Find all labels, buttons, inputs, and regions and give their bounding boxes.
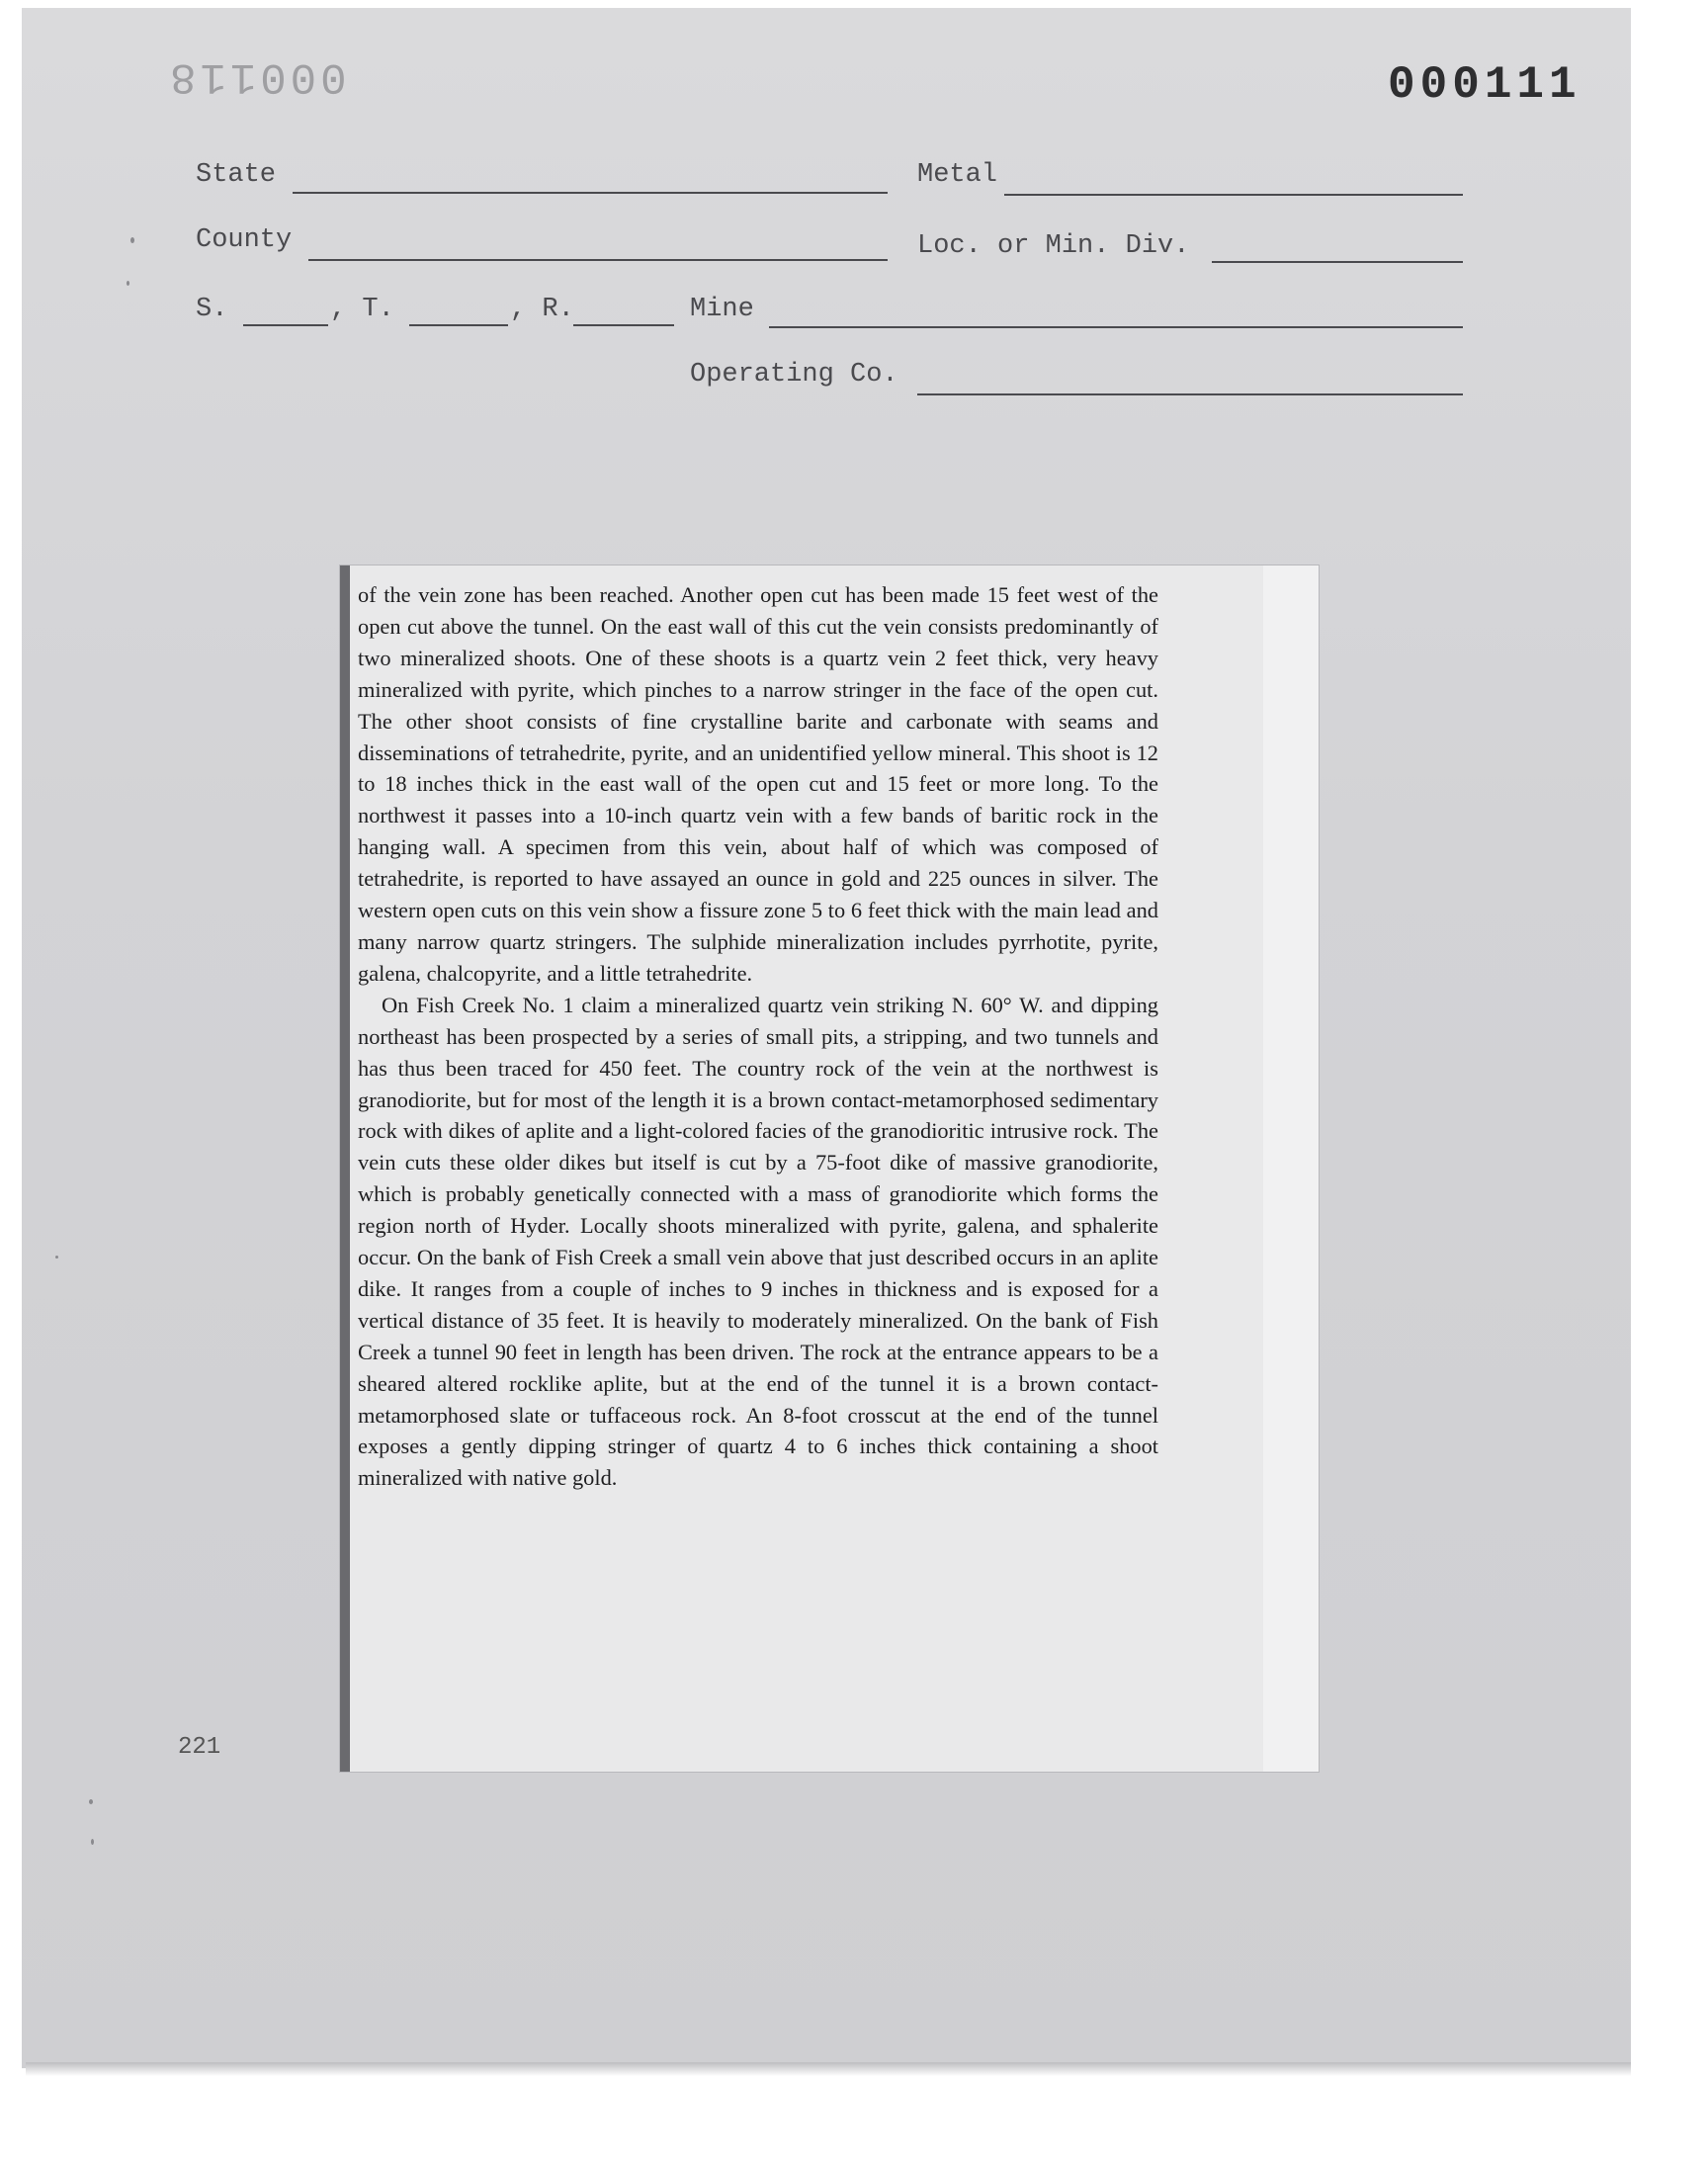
metal-label: Metal: [917, 160, 998, 190]
scan-speck: [130, 237, 134, 243]
clipping-paragraph: of the vein zone has been reached. Another open cut has been made 15 feet west of the open cut above the tunnel. On the east wall of this cut the vein consists predominantly of two mineralized shoots. One of these shoots is a quartz vein 2 feet thick, very heavy mineralized with pyrite, which pinches to a narrow stringer in the face of the open cut. The other shoot consists of fine crystalline barite and carbonate with seams and disseminations of tetrahedrite, pyrite, and an unidentified yellow mineral. This shoot is 12 to 18 inches thick in the east wall of the open cut and 15 feet or more long. To the northwest it passes into a 10-inch quartz vein with a few bands of baritic rock in the hanging wall. A specimen from this vein, about half of which was composed of tetrahedrite, is reported to have assayed an ounce in gold and 225 ounces in silver. The western open cuts on this vein show a fissure zone 5 to 6 feet thick with the main lead and many narrow quartz stringers. The sulphide mineralization includes pyrrhotite, pyrite, galena, chalcopyrite, and a little tetrahedrite.: [358, 582, 1158, 986]
clipping-text: [358, 579, 1158, 1494]
operating-co-label: Operating Co.: [690, 360, 898, 390]
section-label: S.: [196, 295, 228, 324]
township-field[interactable]: [409, 324, 508, 326]
state-field[interactable]: [293, 192, 888, 194]
card-shadow: [26, 2062, 1631, 2076]
scan-speck: [127, 281, 129, 286]
mine-field[interactable]: [769, 326, 1463, 328]
clipping-margin: [1263, 566, 1319, 1772]
scan-speck: [91, 1839, 94, 1845]
township-label: , T.: [330, 295, 394, 324]
clipping-left-edge: [340, 566, 350, 1772]
state-label: State: [196, 160, 277, 190]
scan-speck: [55, 1256, 58, 1259]
range-field[interactable]: [573, 324, 674, 326]
loc-min-div-label: Loc. or Min. Div.: [917, 231, 1190, 261]
page-number: 221: [178, 1734, 221, 1761]
mine-label: Mine: [690, 295, 754, 324]
metal-field[interactable]: [1004, 194, 1463, 196]
bleed-through-number: 000118: [166, 51, 347, 101]
county-label: County: [196, 225, 293, 255]
clipping-paragraph: On Fish Creek No. 1 claim a mineralized quartz vein striking N. 60° W. and dipping northeast has been prospected by a series of small pits, a stripping, and two tunnels and has thus been traced for 450 feet. The country rock of the vein at the northwest is granodiorite, but for most of the length it is a brown contact-metamorphosed sedimentary rock with dikes of aplite and a light-colored facies of the granodioritic intrusive rock. The vein cuts these older dikes but itself is cut by a 75-foot dike of massive granodiorite, which is probably genetically connected with a mass of granodiorite which forms the region north of Hyder. Locally shoots mineralized with pyrite, galena, and sphalerite occur. On the bank of Fish Creek a small vein above that just described occurs in an aplite dike. It ranges from a couple of inches to 9 inches in thickness and is exposed for a vertical distance of 35 feet. It is heavily to moderately mineralized. On the bank of Fish Creek a tunnel 90 feet in length has been driven. The rock at the entrance appears to be a sheared altered rocklike aplite, but at the end of the tunnel it is a brown contact-metamorphosed slate or tuffaceous rock. An 8-foot crosscut at the end of the tunnel exposes a gently dipping stringer of quartz 4 to 6 inches thick containing a shoot mineralized with native gold.: [358, 992, 1158, 1491]
loc-min-div-field[interactable]: [1212, 261, 1463, 263]
scan-speck: [89, 1799, 93, 1804]
section-field[interactable]: [243, 324, 328, 326]
document-number: 000111: [1388, 59, 1581, 111]
county-field[interactable]: [308, 259, 888, 261]
operating-co-field[interactable]: [917, 393, 1463, 395]
text-clipping: [340, 566, 1319, 1772]
range-label: , R.: [510, 295, 574, 324]
